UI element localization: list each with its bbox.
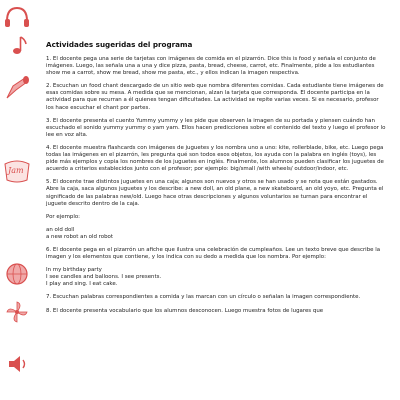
activity-5: 5. El docente trae distintos juguetes en una caja; algunos son nuevos y otros se han usado y se nota que están gastados. Abre la caja, saca algunos juguetes y los describe: a new doll, an old plane, a new skateboard, an old yoyo, etc. Pregunta el significado de las palabras new/old. Luego hace otras descripciones y algunos voluntarios se turnan para encontrar el juguete descrito dentro de la caja. — [46, 179, 384, 207]
speaker-icon — [6, 352, 30, 376]
activity-1: 1. El docente pega una serie de tarjetas con imágenes de comida en el pizarrón. Dice this is food y señala el conjunto de imágenes. Luego, las señala una a una y dice pizza, pasta, bread, cheese, carrot, etc. Finalmente, pide a los estudiantes show me a carrot, show me bread, show me pasta, etc., y ellos indican la imagen respectiva. — [46, 56, 376, 77]
activity-8: 8. El docente presenta vocabulario que los alumnos desconocen. Luego muestra fotos de lugares que — [46, 307, 324, 314]
example-line: I see candles and balloons. I see presents. — [46, 274, 162, 281]
example-line: a new robot an old robot — [46, 233, 113, 240]
activity-3: 3. El docente presenta el cuento Yummy yummy y les pide que observen la imagen de su portada y piensen cuándo han escuchado el sonido yummy yummy o yam yam. Ellos hacen predicciones sobre el contenido del texto y luego el profesor lo lee en voz alta. — [46, 117, 386, 138]
headphones-icon — [4, 6, 30, 28]
example-label: Por ejemplo: — [46, 213, 80, 220]
activity-2: 2. Escuchan un food chant descargado de un sitio web que nombra diferentes comidas. Cada estudiante tiene imágenes de esas comidas sobre su mesa. A medida que se mencionan, alzan la tarjeta que corresponda. El docente participa en la actividad para que recurran a él quienes tengan dificultades. La actividad se repite varias veces. Si es necesario, profesor los hace escuchar el chant por partes. — [46, 83, 384, 111]
example-line: an old doll — [46, 226, 75, 233]
example-line: In my birthday party — [46, 267, 102, 274]
music-note-icon — [12, 34, 28, 56]
activity-6: 6. El docente pega en el pizarrón un afiche que ilustra una celebración de cumpleaños. Lee un texto breve que describe la imagen y los elementos que contiene, y los indica con su dedo a medida que los nombra. Por ejemplo: — [46, 246, 381, 261]
activity-4: 4. El docente muestra flashcards con imágenes de juguetes y los nombra uno a uno: kite, rollerblade, bike, etc. Luego pega todas las imágenes en el pizarrón, les pregunta qué son todos esos objetos, los ayuda con la palabra en inglés (toys), les pide más ejemplos y copia los nombres de los juguetes en inglés. Finalmente, los alumnos pueden clasificar los juguetes de acuerdo a criterios establecidos junto con el profesor; por ejemplo: big/small /with wheels/ outdoor/indoor, etc. — [46, 144, 384, 173]
decorative-sidebar — [0, 0, 34, 400]
globe-icon — [5, 262, 29, 286]
horn-icon — [3, 72, 31, 102]
fan-icon — [5, 300, 29, 324]
jam-label: Jam — [8, 166, 24, 175]
document-body — [46, 40, 386, 321]
example-list-1 — [46, 227, 386, 241]
document-title: Actividades sugeridas del programa — [46, 40, 193, 49]
example-list-2 — [46, 267, 386, 288]
activity-7: 7. Escuchan palabras correspondientes a comida y las marcan con un círculo o señalan la imagen correspondiente. — [46, 294, 361, 301]
example-line: I play and sing. I eat cake. — [46, 281, 118, 288]
